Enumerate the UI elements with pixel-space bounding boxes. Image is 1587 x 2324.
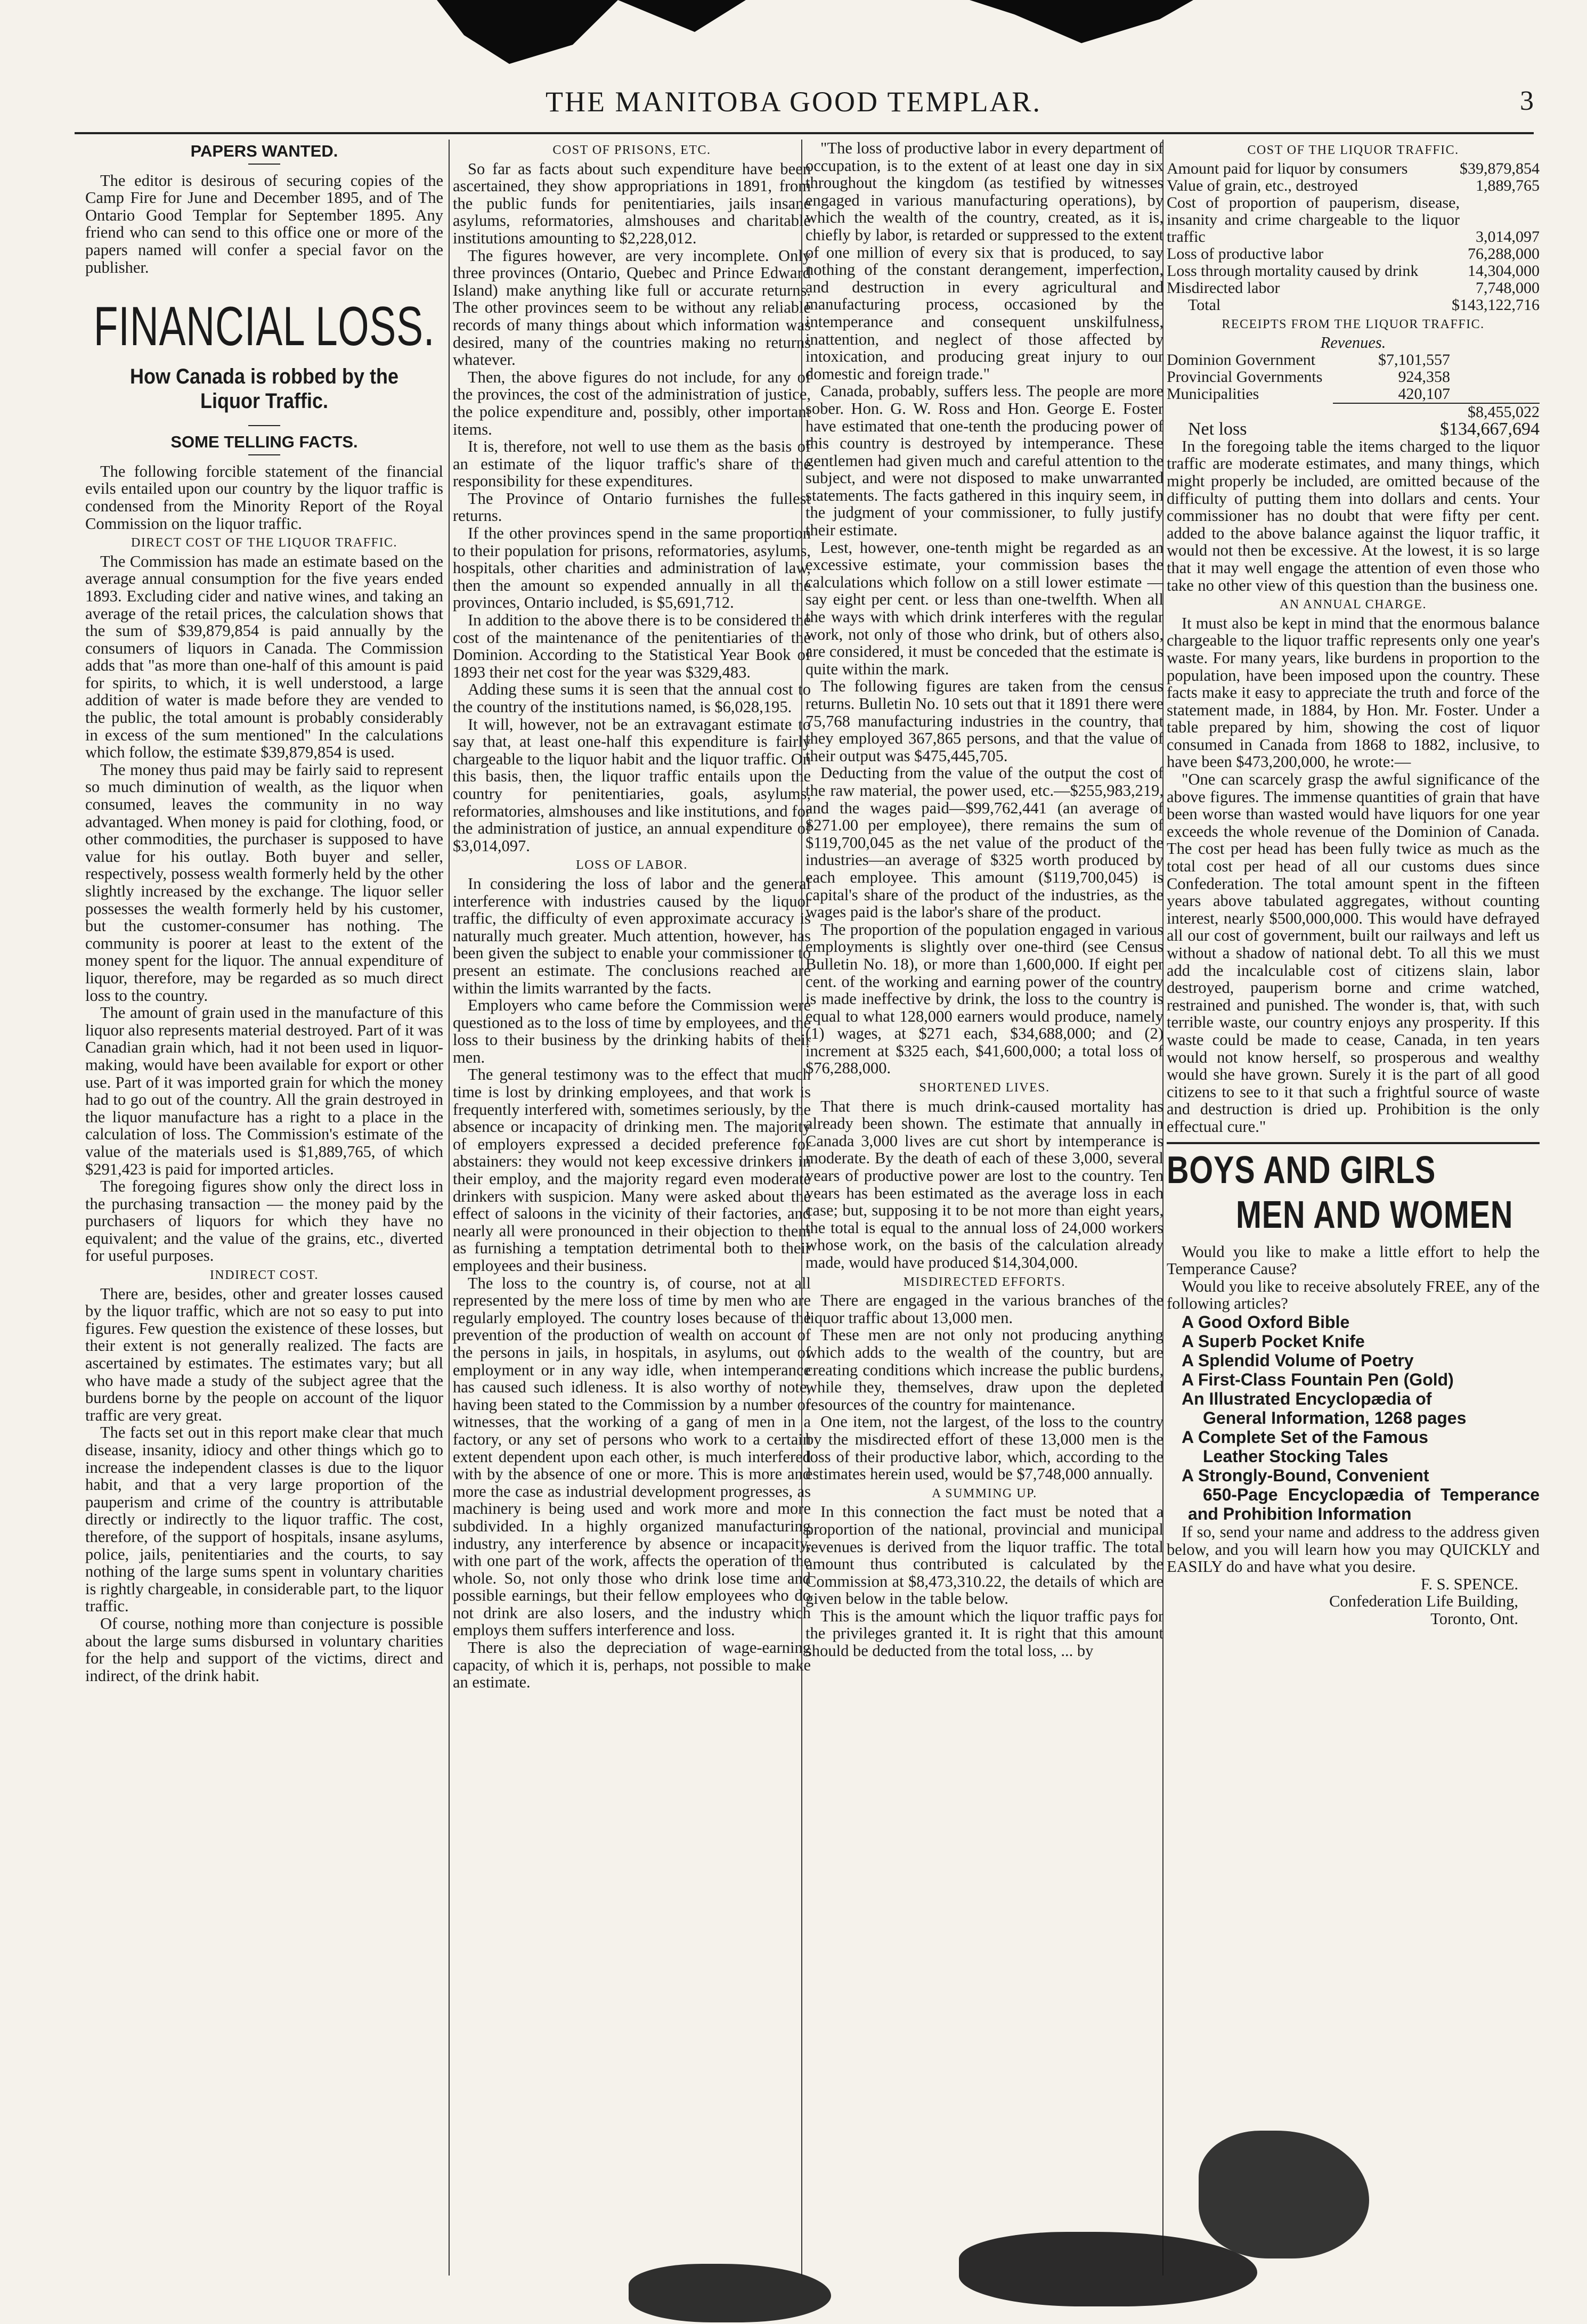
receipt-label: Provincial Governments xyxy=(1167,368,1323,386)
cost-table-heading: COST OF THE LIQUOR TRAFFIC. xyxy=(1247,143,1459,157)
offer-item xyxy=(1167,1389,1540,1428)
paragraph: That there is much drink-caused mortality has already been shown. The estimate that annually in Canada 3,000 lives are cut short by intemperance is moderate. By the death of each of these 3,000, several years of productive power are lost to the country. Ten years has been estimated as the average loss in each case; but, supposing it to be not more than eight years, the total is equal to the annual loss of 24,000 workers whose work, on the basis of the calculation already made, would have produced $14,304,000. xyxy=(805,1097,1163,1271)
cost-amount: 3,014,097 xyxy=(1476,227,1540,246)
torn-top-edge-3 xyxy=(970,0,1193,48)
paragraph: So far as facts about such expenditure have been ascertained, they show appropriations in 1891, from the public funds for penitentiaries, jails insane asylums, reformatories, almshouses and charitable institutions amounting to $2,228,012. xyxy=(453,159,811,247)
paragraph: The foregoing figures show only the direct loss in the purchasing transaction — the money paid by the purchasers of liquors for which they have no equivalent; and the value of the grains, etc., diverted for useful purposes. xyxy=(85,1177,443,1265)
offer-item xyxy=(1167,1351,1540,1370)
receipt-amount: 420,107 xyxy=(1398,385,1450,403)
offer-list xyxy=(1167,1312,1540,1523)
receipt-spacer xyxy=(1454,386,1540,403)
section-heading: INDIRECT COST. xyxy=(209,1268,319,1283)
receipt-row xyxy=(1167,386,1540,403)
signature-address: Confederation Life Building, xyxy=(1329,1592,1518,1611)
total-label: Total xyxy=(1188,296,1221,314)
paragraph: The proportion of the population engaged in various employments is slightly over one-third (see Census Bulletin No. 18), or more than 1,600,000. If eight per cent. of the working and earning power of the country is made ineffective by drink, the loss to the country is equal to what 128,000 earners would produce, namely (1) wages, at $271 each, $34,688,000; and (2) increment at $325 each, $41,600,000; a total loss of $76,288,000. xyxy=(805,920,1163,1078)
newspaper-title: THE MANITOBA GOOD TEMPLAR. xyxy=(545,86,1042,118)
receipts-table xyxy=(1167,352,1540,403)
receipts-total-row xyxy=(1167,403,1540,438)
paragraph: Of course, nothing more than conjecture is possible about the large sums disbursed in voluntary charities for the help and support of the victims, direct and indirect, of the drink habit. xyxy=(85,1614,443,1685)
paragraph: The figures however, are very incomplete. Only three provinces (Ontario, Quebec and Prince Edward Island) make anything like full or accurate returns. The other provinces seem to be without any reliable records of many things about which information was desired, many of the countries making no returns whatever. xyxy=(453,246,811,369)
offer-title: A Superb Pocket Knife xyxy=(1182,1331,1365,1351)
cost-label: Cost of proportion of pauperism, disease, insanity and crime chargeable to the liquor traffic xyxy=(1167,193,1460,246)
offer-item xyxy=(1167,1370,1540,1389)
offer-detail: 650-Page Encyclopædia of Temperance and Prohibition Information xyxy=(1188,1485,1540,1523)
cost-row xyxy=(1167,263,1540,280)
paragraph: One item, not the largest, of the loss to the country by the misdirected effort of these 13,000 men is the loss of their productive labor, which, according to the estimates herein used, would be $7,748,000 annually. xyxy=(805,1413,1163,1483)
offer-detail: Leather Stocking Tales xyxy=(1203,1446,1388,1466)
paragraph: If the other provinces spend in the same proportion to their population for prisons, reformatories, asylums, hospitals, other charities and administration of law, then the amount so expended annually in all the provinces, Ontario included, is $5,691,712. xyxy=(453,524,811,612)
paragraph: Adding these sums it is seen that the annual cost to the country of the institutions named, is $6,028,195. xyxy=(453,680,811,716)
receipt-spacer xyxy=(1454,352,1540,369)
section-heading: MISDIRECTED EFFORTS. xyxy=(903,1275,1066,1289)
paragraph: It is, therefore, not well to use them as the basis of an estimate of the liquor traffic's share of the responsibility for these expenditures. xyxy=(453,437,811,491)
torn-top-edge-2 xyxy=(618,0,746,32)
article-title: FINANCIAL LOSS. xyxy=(93,296,435,358)
paragraph: The loss to the country is, of course, not at all represented by the mere loss of time by men who are regularly employed. The country loses because of the prevention of the production of wealth on account of the persons in jails, in hospitals, in asylums, out of employment or in any way idle, when intemperance has caused such idleness. It is also worthy of note, having been stated to the Commission by a number of witnesses, that the working of a gang of men in a factory, or any set of persons who work to a certain extent dependent upon each other, is much interfered with by the absence of one or more. This is more and more the case as industrial development progresses, as machinery is being used and work more and more subdivided. In a highly organized manufacturing industry, any interference by absence or incapacity, with one part of the work, affects the operation of the whole. So, not only those who drink lose time and possible earnings, but their fellow employees who do not drink are also losers, and the industry which employs them suffers interference and loss. xyxy=(453,1274,811,1640)
paragraph: Employers who came before the Commission were questioned as to the loss of time by employees, and the loss to their business by the drinking habits of their men. xyxy=(453,996,811,1066)
cost-row xyxy=(1167,177,1540,194)
signature-city: Toronto, Ont. xyxy=(1430,1609,1518,1628)
section-heading: LOSS OF LABOR. xyxy=(576,858,688,872)
paragraph: The Province of Ontario furnishes the fullest returns. xyxy=(453,489,811,525)
masthead xyxy=(32,85,1555,128)
offer-title: A First-Class Fountain Pen (Gold) xyxy=(1182,1369,1454,1389)
paragraph: Canada, probably, suffers less. The people are more sober. Hon. G. W. Ross and Hon. George E. Foster have estimated that one-tenth the producing power of this country is destroyed by intemperance. These gentlemen had given much and careful attention to the subject, and were not disposed to make unwarranted statements. The facts gathered in this inquiry seem, in the judgment of your commissioner, to fully justify their estimate. xyxy=(805,382,1163,540)
paragraph: Lest, however, one-tenth might be regarded as an excessive estimate, your commission bases the calculations which follow on a still lower estimate —say eight per cent. or less than one-twelfth. When all the ways with which drink interferes with the regular work, not only of those who drink, but of others also, are considered, it must be conceded that the estimate is quite within the mark. xyxy=(805,538,1163,678)
offer-detail: General Information, 1268 pages xyxy=(1203,1408,1467,1428)
cost-label: Value of grain, etc., destroyed xyxy=(1167,176,1358,194)
total-amount: $143,122,716 xyxy=(1452,296,1540,314)
cost-amount: 7,748,000 xyxy=(1476,279,1540,297)
paragraph: There are engaged in the various branches of the liquor traffic about 13,000 men. xyxy=(805,1291,1163,1327)
article-dek: How Canada is robbed by the Liquor Traffic. xyxy=(129,365,399,413)
paragraph: In considering the loss of labor and the general interference with industries caused by the liquor traffic, the difficulty of even approximate accuracy is naturally much greater. Much attention, however, has been given the subject to enable your commissioner to present an estimate. The conclusions reached are within the limits warranted by the facts. xyxy=(453,874,811,997)
paragraph: There are, besides, other and greater losses caused by the liquor traffic, which are not so easy to put into figures. Few question the existence of these losses, but their extent is not generally realized. The facts are ascertained by estimates. The estimates vary; but all who have made a study of the subject agree that the burdens borne by the people on account of the liquor traffic are very great. xyxy=(85,1284,443,1424)
receipt-spacer xyxy=(1454,369,1540,386)
offer-title: A Strongly-Bound, Convenient xyxy=(1182,1465,1429,1485)
paragraph: The general testimony was to the effect that much time is lost by drinking employees, and that work is frequently interfered with, sometimes seriously, by the absence or incapacity of drinking men. The majority of employers expressed a decided preference for abstainers: they would not keep excessive drinkers in their employ, and the majority regard even moderate drinkers with suspicion. Many were asked about the effect of saloons in the vicinity of their factories, and nearly all were pronounced in their objection to them as furnishing a temptation detrimental both to their employees and their business. xyxy=(453,1065,811,1275)
section-heading: SHORTENED LIVES. xyxy=(919,1081,1050,1095)
ad-paragraph: Would you like to receive absolutely FREE, any of the following articles? xyxy=(1167,1277,1540,1313)
quote-paragraph: "One can scarcely grasp the awful significance of the above figures. The immense quantities of grain that have been worse than wasted would have liquors for one year exceeds the whole revenue of the Dominion of Canada. The cost per head has been fully twice as much as the total cost per head of all our customs dues since Confederation. The total amount spent in the fifteen years above tabulated aggregates, without counting interest, nearly $500,000,000. This would have defrayed all our cost of government, built our railways and left us without a shadow of national debt. To all this we must add the incalculable cost of citizens slain, labor destroyed, pauperism borne and crime watched, restrained and punished. The wonder is, that, with such terrible waste, our country enjoys any prosperity. If this waste could be made to cease, Canada, in ten years would not know herself, so prosperous and wealthy would she have grown. Surely it is the part of all good citizens to see to it that such a frightful source of waste and destruction is dried up. Prohibition is the only effectual cure." xyxy=(1167,770,1540,1136)
column-1 xyxy=(85,140,443,2318)
cost-row xyxy=(1167,246,1540,263)
section-heading: A SUMMING UP. xyxy=(932,1486,1037,1501)
ad-paragraph: If so, send your name and address to the address given below, and you will learn how you may QUICKLY and EASILY do and have what you desire. xyxy=(1167,1522,1540,1576)
paragraph: This is the amount which the liquor traffic pays for the privileges granted it. It is right that this amount should be deducted from the total loss, ... by xyxy=(805,1607,1163,1660)
revenues-label: Revenues. xyxy=(1320,333,1386,352)
cost-row xyxy=(1167,194,1540,246)
cost-label: Loss of productive labor xyxy=(1167,244,1324,263)
receipt-row xyxy=(1167,369,1540,386)
receipt-amount: 924,358 xyxy=(1398,368,1450,386)
ad-paragraph: Would you like to make a little effort to help the Temperance Cause? xyxy=(1167,1242,1540,1278)
column-2 xyxy=(453,140,811,2318)
paragraph: In addition to the above there is to be considered the cost of the maintenance of the penitentiaries of the Dominion. According to the Statistical Year Book of 1893 their net cost for the year was $329,483. xyxy=(453,611,811,681)
papers-wanted-text: The editor is desirous of securing copies of the Camp Fire for June and December 1895, and of The Ontario Good Templar for September 1895. Any friend who can send to this office one or more of the papers named will confer a special favor on the publisher. xyxy=(85,171,443,276)
section-heading: COST OF PRISONS, ETC. xyxy=(552,143,711,157)
paragraph: The Commission has made an estimate based on the average annual consumption for the five years ended 1893. Excluding cider and native wines, and taking an average of the retail prices, the calculation shows that the sum of $39,879,854 is paid annually by the consumers of liquors in Canada. The Commission adds that "as more than one-half of this amount is paid for spirits, to which, it is well understood, a large addition of water is made before they are vended to the public, the total amount is probably considerably in excess of the sum mentioned" In the calculations which follow, the estimate $39,879,854 is used. xyxy=(85,552,443,762)
article-subtitle: SOME TELLING FACTS. xyxy=(170,433,358,452)
cost-label: Loss through mortality caused by drink xyxy=(1167,262,1419,280)
paragraph: The facts set out in this report make clear that much disease, insanity, idiocy and other things which go to increase the independent classes is due to the liquor habit, and that a very large proportion of the pauperism and crime of the country is attributable directly or indirectly to the liquor traffic. The cost, therefore, of the support of hospitals, insane asylums, police, jails, penitentiaries and the courts, to say nothing of the large sums spent in voluntary charities is rightly chargeable, in considerable part, to the liquor traffic. xyxy=(85,1423,443,1616)
ad-divider xyxy=(1167,1142,1540,1144)
offer-title: An Illustrated Encyclopædia of xyxy=(1182,1389,1432,1408)
receipt-label: Municipalities xyxy=(1167,385,1259,403)
cost-amount: 1,889,765 xyxy=(1476,176,1540,194)
column-rule xyxy=(449,140,450,2276)
offer-item xyxy=(1167,1428,1540,1466)
cost-amount: 76,288,000 xyxy=(1468,244,1540,263)
paragraph: Then, the above figures do not include, for any of the provinces, the cost of the administration of justice, the police expenditure and, possibly, other important items. xyxy=(453,368,811,438)
ad-headline-1: BOYS AND GIRLS xyxy=(1167,1148,1436,1192)
offer-item xyxy=(1167,1312,1540,1332)
paragraph: It will, however, not be an extravagant estimate to say that, at least one-half this expenditure is fairly chargeable to the liquor habit and the liquor traffic. On this basis, then, the liquor traffic entails upon the country for penitentiaries, goals, asylums, reformatories, almshouses and like institutions, and for the administration of justice, an annual expenditure of $3,014,097. xyxy=(453,715,811,855)
rule xyxy=(248,425,280,426)
section-heading: AN ANNUAL CHARGE. xyxy=(1280,598,1427,612)
net-loss-amount: $134,667,694 xyxy=(1440,419,1540,439)
receipt-amount: $7,101,557 xyxy=(1378,350,1450,369)
paragraph: In this connection the fact must be noted that a proportion of the national, provincial and municipal revenues is derived from the liquor traffic. The total amount thus contributed is calculated by the Commission at $8,473,310.22, the details of which are given below in the table below. xyxy=(805,1503,1163,1608)
cost-amount: $39,879,854 xyxy=(1460,159,1540,177)
cost-table xyxy=(1167,160,1540,297)
paragraph: In the foregoing table the items charged to the liquor traffic are moderate estimates, and many things, which might properly be included, are omitted because of the difficulty of putting them into dollars and cents. Your commissioner has no doubt that were fifty per cent. added to the above balance against the liquor traffic, it would not then be excessive. At the lowest, it is so large that it may well engage the attention of even those who take no other view of this question than the business one. xyxy=(1167,437,1540,594)
offer-title: A Splendid Volume of Poetry xyxy=(1182,1350,1414,1370)
paragraph: These men are not only not producing anything which adds to the wealth of the country, but are creating conditions which increase the public burdens, while they, themselves, draw upon the depleted resources of the country for maintenance. xyxy=(805,1326,1163,1414)
page-number: 3 xyxy=(1520,86,1534,116)
paragraph: It must also be kept in mind that the enormous balance chargeable to the liquor traffic represents only one year's waste. For many years, like burdens in proportion to the population, have been imposed upon the country. These facts make it easy to appreciate the truth and force of the statement made, in 1884, by Hon. Mr. Foster. Under a table prepared by him, showing the cost of liquor consumed in Canada from 1868 to 1882, inclusive, to have been $473,200,000, he wrote:— xyxy=(1167,614,1540,771)
header-rule xyxy=(75,132,1534,134)
paragraph: "The loss of productive labor in every department of occupation, is to the extent of at least one day in six throughout the kingdom (as testified by witnesses engaged in various manufacturing operations), by which the wealth of the country, created, as it is, chiefly by labor, is retarded or suppressed to the extent of one million of every six that is produced, to say nothing of the constant derangement, imperfection, and destruction in every agricultural and manufacturing process, occasioned by the intemperance and consequent unskilfulness, inattention, and neglect of those affected by intoxication, and producing great injury to our domestic and foreign trade." xyxy=(805,139,1163,383)
net-loss-label: Net loss xyxy=(1188,419,1247,439)
column-3 xyxy=(805,140,1163,2318)
signature-name: F. S. SPENCE. xyxy=(1420,1575,1518,1593)
papers-wanted-heading: PAPERS WANTED. xyxy=(190,142,338,160)
offer-item xyxy=(1167,1332,1540,1351)
intro-paragraph: The following forcible statement of the financial evils entailed upon our country by the liquor traffic is condensed from the Minority Report of the Royal Commission on the liquor traffic. xyxy=(85,462,443,533)
paragraph: The following figures are taken from the census returns. Bulletin No. 10 sets out that it 1891 there were 75,768 manufacturing industries in the country, that they employed 367,865 persons, and that the value of their output was $475,445,705. xyxy=(805,677,1163,765)
section-heading: DIRECT COST OF THE LIQUOR TRAFFIC. xyxy=(131,536,397,550)
ad-headline-2: MEN AND WOMEN xyxy=(1236,1193,1513,1236)
rule xyxy=(248,164,280,165)
receipt-label: Dominion Government xyxy=(1167,350,1316,369)
rule xyxy=(248,454,280,455)
paragraph: Deducting from the value of the output the cost of the raw material, the power used, etc.—$255,983,219, and the wages paid—$99,762,441 (an average of $271.00 per employee), there remains the sum of $119,700,045 as the net value of the product of the industries—an average of $325 worth produced by each employee. This amount ($119,700,045) is capital's share of the product of the industries, as the wages paid is the labor's share of the product. xyxy=(805,764,1163,922)
paragraph: The amount of grain used in the manufacture of this liquor also represents material destroyed. Part of it was Canadian grain which, had it not been used in liquor-making, would have been available for export or other use. Part of it was imported grain for which the money had to go out of the country. All the grain destroyed in the liquor manufacture has a right to a place in the calculation of loss. The Commission's estimate of the value of the materials used is $1,889,765, of which $291,423 is paid for imported articles. xyxy=(85,1004,443,1178)
cost-label: Amount paid for liquor by consumers xyxy=(1167,159,1408,177)
paragraph: There is also the depreciation of wage-earning capacity, of which it is, perhaps, not possible to make an estimate. xyxy=(453,1638,811,1692)
cost-row xyxy=(1167,160,1540,177)
offer-item xyxy=(1167,1466,1540,1523)
column-4 xyxy=(1167,140,1540,2318)
offer-title: A Good Oxford Bible xyxy=(1182,1312,1350,1332)
paragraph: The money thus paid may be fairly said to represent so much diminution of wealth, as the liquor when consumed, leaves the community in no way advantaged. When money is paid for clothing, food, or other commodities, the purchaser is supposed to have value for his outlay. Both buyer and seller, respectively, possess wealth formerly held by the other slightly increased by the exchange. The liquor seller possesses the wealth formerly held by his customer, but the customer-consumer has nothing. The community is poorer at least to the extent of the money spent for the liquor. The annual expenditure of liquor, therefore, may be regarded as so much direct loss to the country. xyxy=(85,760,443,1005)
total-row xyxy=(1167,297,1540,314)
receipts-heading: RECEIPTS FROM THE LIQUOR TRAFFIC. xyxy=(1222,317,1485,331)
cost-label: Misdirected labor xyxy=(1167,279,1280,297)
cost-amount: 14,304,000 xyxy=(1468,262,1540,280)
torn-top-edge xyxy=(437,0,618,64)
receipts-total: $8,455,022 xyxy=(1333,403,1540,421)
offer-title: A Complete Set of the Famous xyxy=(1182,1427,1428,1447)
receipt-row xyxy=(1167,352,1540,369)
cost-row xyxy=(1167,280,1540,297)
